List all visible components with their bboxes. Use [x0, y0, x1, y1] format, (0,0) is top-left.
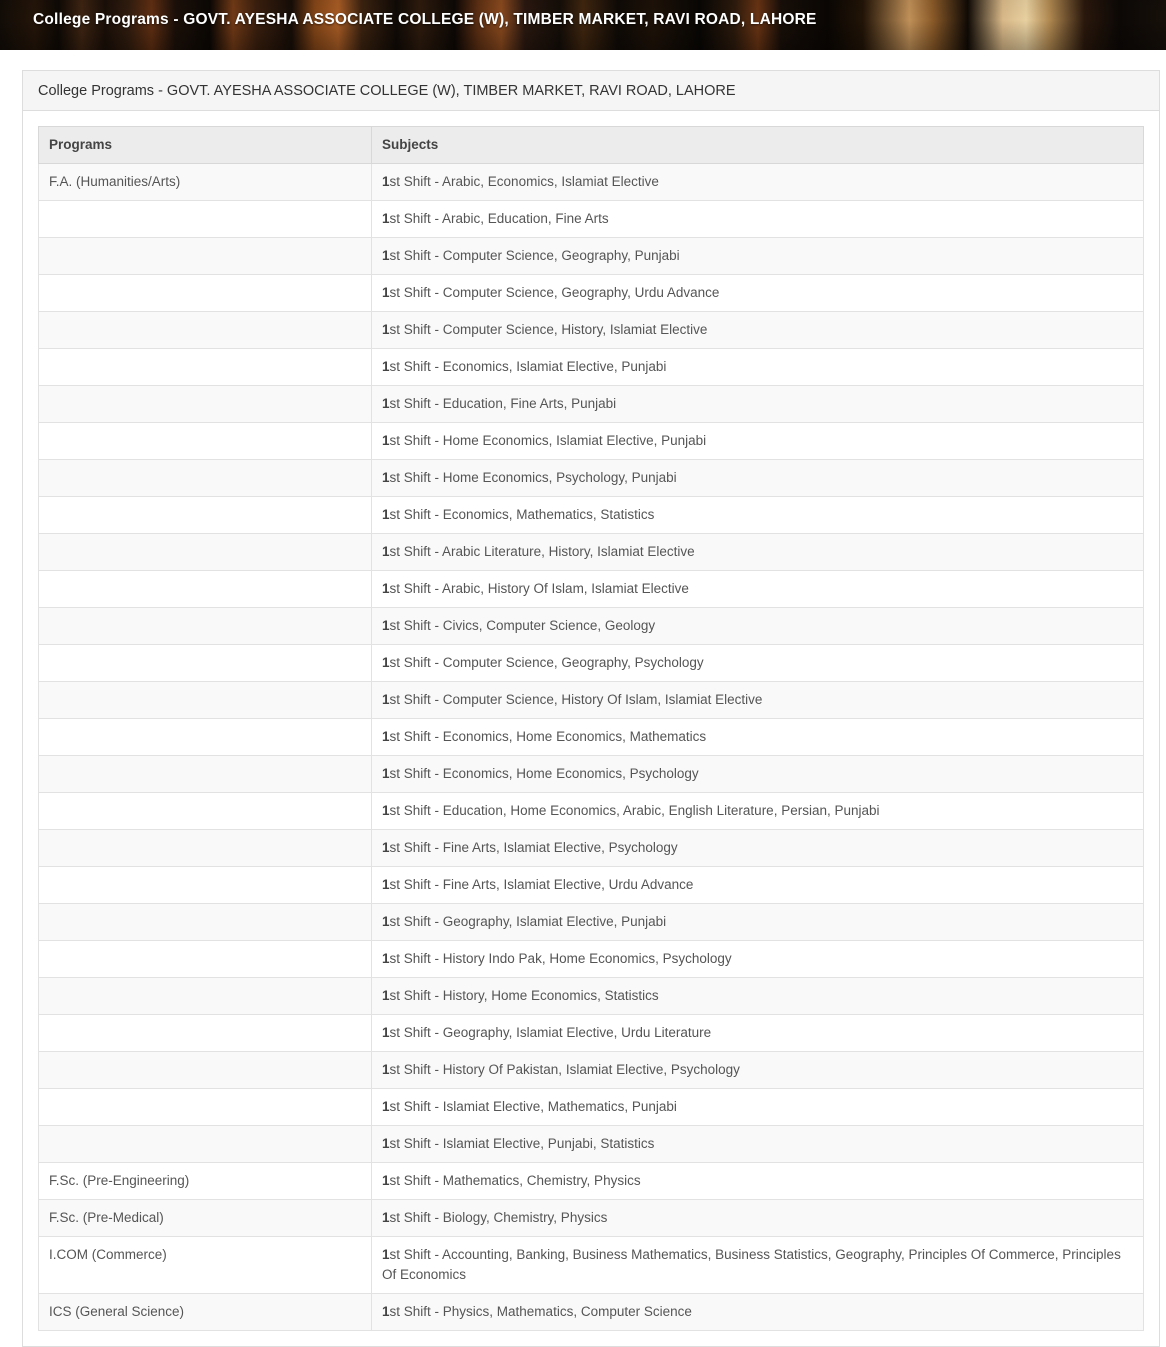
panel-header-title: College Programs - GOVT. AYESHA ASSOCIATE COLLEGE (W), TIMBER MARKET, RAVI ROAD, LAHORE [23, 71, 1159, 111]
program-cell [39, 645, 372, 682]
table-row [39, 1200, 1144, 1237]
subject-cell: 1st Shift - Civics, Computer Science, Geology [372, 608, 1144, 645]
program-cell [39, 275, 372, 312]
table-row [39, 978, 1144, 1015]
subject-cell: 1st Shift - Home Economics, Psychology, Punjabi [372, 460, 1144, 497]
subject-cell: 1st Shift - Economics, Home Economics, Mathematics [372, 719, 1144, 756]
table-row [39, 867, 1144, 904]
subject-cell: 1st Shift - Education, Home Economics, Arabic, English Literature, Persian, Punjabi [372, 793, 1144, 830]
program-cell [39, 1089, 372, 1126]
table-row [39, 164, 1144, 201]
program-cell: I.COM (Commerce) [39, 1237, 372, 1294]
program-cell [39, 1015, 372, 1052]
table-row [39, 534, 1144, 571]
table-row [39, 1163, 1144, 1200]
program-cell [39, 608, 372, 645]
program-cell [39, 719, 372, 756]
table-row [39, 238, 1144, 275]
subject-cell: 1st Shift - Computer Science, History Of Islam, Islamiat Elective [372, 682, 1144, 719]
subject-cell: 1st Shift - Arabic, History Of Islam, Islamiat Elective [372, 571, 1144, 608]
subject-cell: 1st Shift - Geography, Islamiat Elective, Punjabi [372, 904, 1144, 941]
subject-cell: 1st Shift - Education, Fine Arts, Punjabi [372, 386, 1144, 423]
subject-cell: 1st Shift - Arabic, Education, Fine Arts [372, 201, 1144, 238]
table-row [39, 719, 1144, 756]
program-cell [39, 904, 372, 941]
table-header-row [39, 127, 1144, 164]
program-cell [39, 1126, 372, 1163]
table-row [39, 460, 1144, 497]
table-row [39, 423, 1144, 460]
program-cell [39, 423, 372, 460]
table-row [39, 312, 1144, 349]
program-cell [39, 460, 372, 497]
table-body [39, 164, 1144, 1331]
subject-cell: 1st Shift - Computer Science, History, Islamiat Elective [372, 312, 1144, 349]
subject-cell: 1st Shift - Economics, Mathematics, Statistics [372, 497, 1144, 534]
table-row [39, 1294, 1144, 1331]
table-row [39, 275, 1144, 312]
program-cell: ICS (General Science) [39, 1294, 372, 1331]
subject-cell: 1st Shift - Computer Science, Geography, Psychology [372, 645, 1144, 682]
program-cell: F.Sc. (Pre-Medical) [39, 1200, 372, 1237]
subject-cell: 1st Shift - Mathematics, Chemistry, Physics [372, 1163, 1144, 1200]
programs-table [38, 126, 1144, 1331]
program-cell: F.Sc. (Pre-Engineering) [39, 1163, 372, 1200]
panel-body [23, 111, 1159, 1346]
program-cell [39, 682, 372, 719]
subject-cell: 1st Shift - History, Home Economics, Statistics [372, 978, 1144, 1015]
subject-cell: 1st Shift - Islamiat Elective, Punjabi, Statistics [372, 1126, 1144, 1163]
column-header-subjects: Subjects [372, 127, 1144, 164]
program-cell: F.A. (Humanities/Arts) [39, 164, 372, 201]
subject-cell: 1st Shift - Islamiat Elective, Mathematics, Punjabi [372, 1089, 1144, 1126]
column-header-programs: Programs [39, 127, 372, 164]
subject-cell: 1st Shift - Computer Science, Geography, Punjabi [372, 238, 1144, 275]
subject-cell: 1st Shift - History Of Pakistan, Islamiat Elective, Psychology [372, 1052, 1144, 1089]
table-row [39, 497, 1144, 534]
subject-cell: 1st Shift - History Indo Pak, Home Economics, Psychology [372, 941, 1144, 978]
program-cell [39, 312, 372, 349]
table-row [39, 645, 1144, 682]
table-row [39, 1126, 1144, 1163]
table-row [39, 1015, 1144, 1052]
app-header [0, 0, 1166, 50]
program-cell [39, 571, 372, 608]
program-cell [39, 941, 372, 978]
program-cell [39, 238, 372, 275]
subject-cell: 1st Shift - Computer Science, Geography, Urdu Advance [372, 275, 1144, 312]
program-cell [39, 386, 372, 423]
table-row [39, 1237, 1144, 1294]
table-row [39, 756, 1144, 793]
subject-cell: 1st Shift - Arabic Literature, History, Islamiat Elective [372, 534, 1144, 571]
table-row [39, 682, 1144, 719]
program-cell [39, 534, 372, 571]
program-cell [39, 867, 372, 904]
subject-cell: 1st Shift - Home Economics, Islamiat Elective, Punjabi [372, 423, 1144, 460]
subject-cell: 1st Shift - Economics, Islamiat Elective, Punjabi [372, 349, 1144, 386]
table-row [39, 830, 1144, 867]
table-row [39, 941, 1144, 978]
program-cell [39, 830, 372, 867]
subject-cell: 1st Shift - Fine Arts, Islamiat Elective, Psychology [372, 830, 1144, 867]
table-head [39, 127, 1144, 164]
program-cell [39, 201, 372, 238]
subject-cell: 1st Shift - Fine Arts, Islamiat Elective, Urdu Advance [372, 867, 1144, 904]
table-row [39, 1089, 1144, 1126]
table-row [39, 349, 1144, 386]
subject-cell: 1st Shift - Accounting, Banking, Business Mathematics, Business Statistics, Geography, Principles Of Commerce, Principles Of Economics [372, 1237, 1144, 1294]
table-row [39, 904, 1144, 941]
subject-cell: 1st Shift - Physics, Mathematics, Computer Science [372, 1294, 1144, 1331]
table-row [39, 793, 1144, 830]
program-cell [39, 349, 372, 386]
table-row [39, 1052, 1144, 1089]
page-title: College Programs - GOVT. AYESHA ASSOCIATE COLLEGE (W), TIMBER MARKET, RAVI ROAD, LAHORE [33, 11, 817, 28]
program-cell [39, 1052, 372, 1089]
program-cell [39, 497, 372, 534]
table-row [39, 571, 1144, 608]
subject-cell: 1st Shift - Geography, Islamiat Elective, Urdu Literature [372, 1015, 1144, 1052]
program-cell [39, 793, 372, 830]
subject-cell: 1st Shift - Biology, Chemistry, Physics [372, 1200, 1144, 1237]
program-cell [39, 978, 372, 1015]
subject-cell: 1st Shift - Arabic, Economics, Islamiat Elective [372, 164, 1144, 201]
table-row [39, 608, 1144, 645]
table-row [39, 386, 1144, 423]
college-programs-panel [22, 70, 1160, 1347]
program-cell [39, 756, 372, 793]
subject-cell: 1st Shift - Economics, Home Economics, Psychology [372, 756, 1144, 793]
table-row [39, 201, 1144, 238]
